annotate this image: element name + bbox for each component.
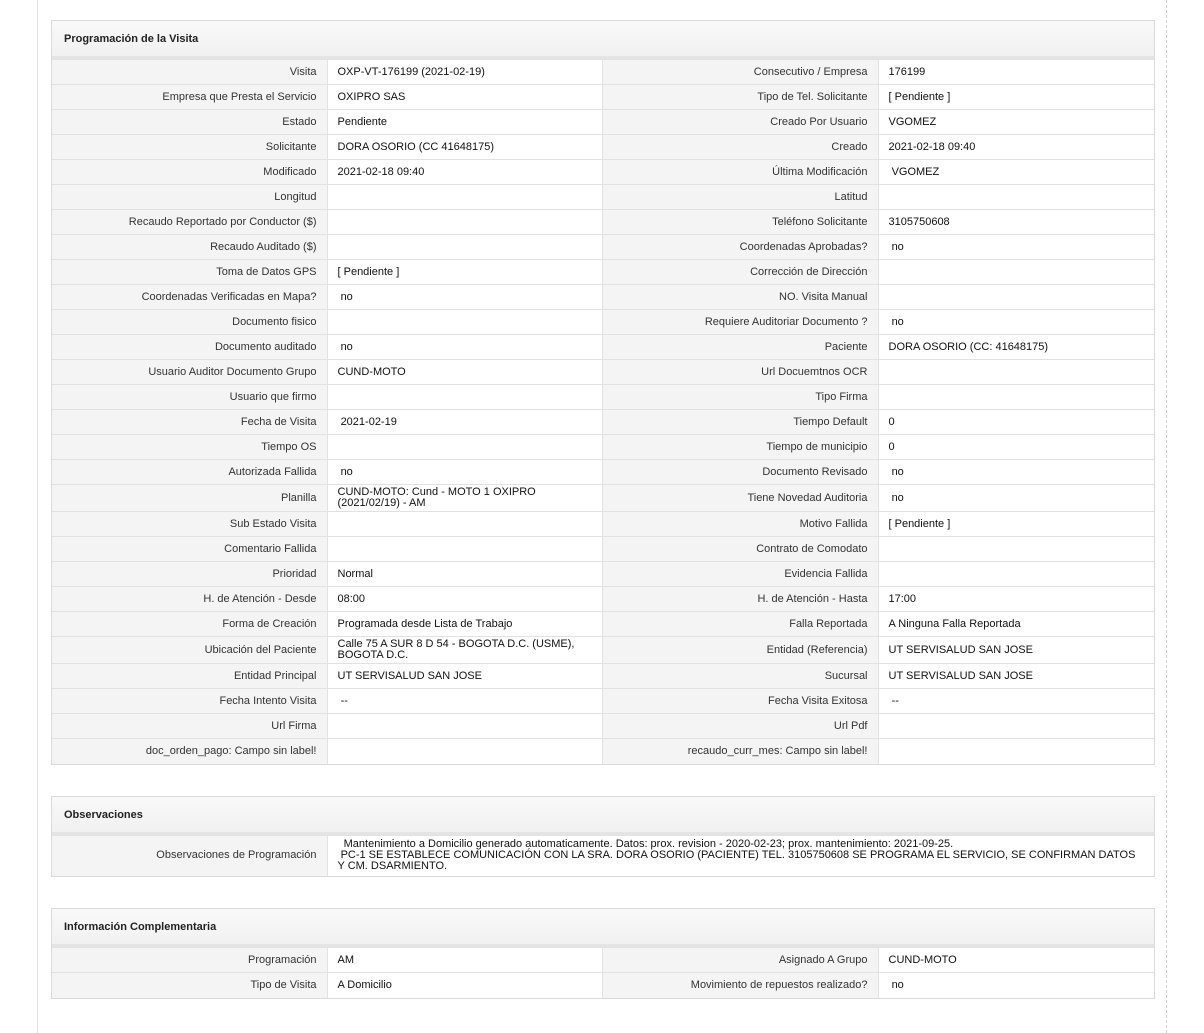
field-label: Prioridad bbox=[52, 562, 327, 587]
table-row bbox=[52, 85, 1154, 110]
field-label: doc_orden_pago: Campo sin label! bbox=[52, 739, 327, 764]
section-observaciones bbox=[51, 796, 1155, 877]
field-label: Entidad (Referencia) bbox=[602, 637, 878, 664]
field-value: OXP-VT-176199 (2021-02-19) bbox=[327, 60, 602, 85]
field-value bbox=[327, 739, 602, 764]
field-value bbox=[878, 385, 1154, 410]
field-label: recaudo_curr_mes: Campo sin label! bbox=[602, 739, 878, 764]
field-value bbox=[327, 235, 602, 260]
field-label: Tiempo de municipio bbox=[602, 435, 878, 460]
field-value: [ Pendiente ] bbox=[878, 85, 1154, 110]
field-label: Ubicación del Paciente bbox=[52, 637, 327, 664]
field-value: 176199 bbox=[878, 60, 1154, 85]
field-label: Usuario que firmo bbox=[52, 385, 327, 410]
field-label: Sub Estado Visita bbox=[52, 512, 327, 537]
right-frame-border bbox=[1166, 0, 1167, 1033]
table-row bbox=[52, 512, 1154, 537]
field-label: Consecutivo / Empresa bbox=[602, 60, 878, 85]
field-label: Falla Reportada bbox=[602, 612, 878, 637]
field-value: 0 bbox=[878, 435, 1154, 460]
field-value: A Ninguna Falla Reportada bbox=[878, 612, 1154, 637]
field-label: Fecha de Visita bbox=[52, 410, 327, 435]
field-label: Recaudo Auditado ($) bbox=[52, 235, 327, 260]
field-label: Modificado bbox=[52, 160, 327, 185]
field-value bbox=[878, 260, 1154, 285]
programacion-table bbox=[52, 59, 1154, 764]
field-label: Tiene Novedad Auditoria bbox=[602, 485, 878, 512]
field-label: Forma de Creación bbox=[52, 612, 327, 637]
field-value: CUND-MOTO bbox=[327, 360, 602, 385]
table-row bbox=[52, 973, 1154, 998]
field-value bbox=[878, 185, 1154, 210]
field-value bbox=[327, 210, 602, 235]
field-label: Evidencia Fallida bbox=[602, 562, 878, 587]
field-value: [ Pendiente ] bbox=[327, 260, 602, 285]
field-value: CUND-MOTO bbox=[878, 948, 1154, 973]
field-label: NO. Visita Manual bbox=[602, 285, 878, 310]
field-label: Documento Revisado bbox=[602, 460, 878, 485]
table-row bbox=[52, 739, 1154, 764]
table-row bbox=[52, 460, 1154, 485]
table-row bbox=[52, 310, 1154, 335]
table-row bbox=[52, 537, 1154, 562]
field-label: Documento auditado bbox=[52, 335, 327, 360]
field-label: Tipo de Visita bbox=[52, 973, 327, 998]
field-value: 3105750608 bbox=[878, 210, 1154, 235]
field-value: AM bbox=[327, 948, 602, 973]
table-row bbox=[52, 335, 1154, 360]
field-label: Tipo de Tel. Solicitante bbox=[602, 85, 878, 110]
field-label: Estado bbox=[52, 110, 327, 135]
field-label: Toma de Datos GPS bbox=[52, 260, 327, 285]
field-label: Latitud bbox=[602, 185, 878, 210]
field-value bbox=[878, 739, 1154, 764]
field-label: Url Docuemtnos OCR bbox=[602, 360, 878, 385]
section-programacion bbox=[51, 20, 1155, 765]
field-value bbox=[878, 714, 1154, 739]
field-value: 2021-02-18 09:40 bbox=[878, 135, 1154, 160]
section-complementaria bbox=[51, 908, 1155, 999]
field-value: VGOMEZ bbox=[878, 160, 1154, 185]
field-label: Tipo Firma bbox=[602, 385, 878, 410]
field-value: UT SERVISALUD SAN JOSE bbox=[878, 637, 1154, 664]
field-label: Visita bbox=[52, 60, 327, 85]
field-label: Paciente bbox=[602, 335, 878, 360]
field-label: Asignado A Grupo bbox=[602, 948, 878, 973]
field-label: Corrección de Dirección bbox=[602, 260, 878, 285]
field-label: Planilla bbox=[52, 485, 327, 512]
field-value bbox=[327, 385, 602, 410]
table-row bbox=[52, 235, 1154, 260]
field-label: H. de Atención - Hasta bbox=[602, 587, 878, 612]
field-value: Programada desde Lista de Trabajo bbox=[327, 612, 602, 637]
table-row bbox=[52, 637, 1154, 664]
field-label: H. de Atención - Desde bbox=[52, 587, 327, 612]
field-label: Movimiento de repuestos realizado? bbox=[602, 973, 878, 998]
field-value: 2021-02-19 bbox=[327, 410, 602, 435]
observaciones-value bbox=[327, 836, 1154, 876]
table-row bbox=[52, 435, 1154, 460]
field-value bbox=[327, 435, 602, 460]
field-value bbox=[327, 310, 602, 335]
table-row bbox=[52, 948, 1154, 973]
field-value: Normal bbox=[327, 562, 602, 587]
field-value: 08:00 bbox=[327, 587, 602, 612]
field-label: Coordenadas Verificadas en Mapa? bbox=[52, 285, 327, 310]
field-value bbox=[878, 285, 1154, 310]
field-value: A Domicilio bbox=[327, 973, 602, 998]
table-row bbox=[52, 60, 1154, 85]
field-value: no bbox=[327, 285, 602, 310]
table-row bbox=[52, 360, 1154, 385]
field-value: UT SERVISALUD SAN JOSE bbox=[327, 664, 602, 689]
field-label: Teléfono Solicitante bbox=[602, 210, 878, 235]
table-row bbox=[52, 612, 1154, 637]
table-row bbox=[52, 836, 1154, 876]
field-value: 2021-02-18 09:40 bbox=[327, 160, 602, 185]
field-label: Entidad Principal bbox=[52, 664, 327, 689]
field-label: Empresa que Presta el Servicio bbox=[52, 85, 327, 110]
field-value: 0 bbox=[878, 410, 1154, 435]
field-value bbox=[878, 562, 1154, 587]
table-row bbox=[52, 385, 1154, 410]
field-value bbox=[878, 360, 1154, 385]
field-value bbox=[327, 512, 602, 537]
field-label: Fecha Intento Visita bbox=[52, 689, 327, 714]
field-value: -- bbox=[327, 689, 602, 714]
table-row bbox=[52, 587, 1154, 612]
field-value: no bbox=[327, 335, 602, 360]
field-value: VGOMEZ bbox=[878, 110, 1154, 135]
field-value: CUND-MOTO: Cund - MOTO 1 OXIPRO (2021/02/19) - AM bbox=[327, 485, 602, 512]
left-frame-border bbox=[37, 0, 38, 1033]
field-label: Recaudo Reportado por Conductor ($) bbox=[52, 210, 327, 235]
table-row bbox=[52, 185, 1154, 210]
table-row bbox=[52, 135, 1154, 160]
field-value bbox=[327, 714, 602, 739]
field-label: Coordenadas Aprobadas? bbox=[602, 235, 878, 260]
table-row bbox=[52, 110, 1154, 135]
field-label: Comentario Fallida bbox=[52, 537, 327, 562]
field-value: UT SERVISALUD SAN JOSE bbox=[878, 664, 1154, 689]
field-value: Pendiente bbox=[327, 110, 602, 135]
field-value: Calle 75 A SUR 8 D 54 - BOGOTA D.C. (USME), BOGOTA D.C. bbox=[327, 637, 602, 664]
table-row bbox=[52, 260, 1154, 285]
table-row bbox=[52, 285, 1154, 310]
field-label: Url Pdf bbox=[602, 714, 878, 739]
field-value: no bbox=[878, 485, 1154, 512]
table-row bbox=[52, 714, 1154, 739]
table-row bbox=[52, 689, 1154, 714]
section-title: Información Complementaria bbox=[52, 909, 1154, 947]
section-title: Programación de la Visita bbox=[52, 21, 1154, 59]
field-value: no bbox=[878, 973, 1154, 998]
field-value bbox=[327, 537, 602, 562]
field-label: Requiere Auditoriar Documento ? bbox=[602, 310, 878, 335]
table-row bbox=[52, 160, 1154, 185]
complementaria-table bbox=[52, 947, 1154, 998]
field-label: Sucursal bbox=[602, 664, 878, 689]
field-label: Contrato de Comodato bbox=[602, 537, 878, 562]
field-label: Url Firma bbox=[52, 714, 327, 739]
field-value: DORA OSORIO (CC: 41648175) bbox=[878, 335, 1154, 360]
observaciones-table bbox=[52, 835, 1154, 876]
table-row bbox=[52, 210, 1154, 235]
section-title: Observaciones bbox=[52, 797, 1154, 835]
field-label: Creado Por Usuario bbox=[602, 110, 878, 135]
field-value: no bbox=[327, 460, 602, 485]
table-row bbox=[52, 410, 1154, 435]
field-label: Tiempo OS bbox=[52, 435, 327, 460]
table-row bbox=[52, 485, 1154, 512]
field-value: no bbox=[878, 310, 1154, 335]
observaciones-line: PC-1 SE ESTABLECE COMUNICACIÓN CON LA SRA. DORA OSORIO (PACIENTE) TEL. 3105750608 SE PROGRAMA EL SERVICIO, SE CONFIRMAN DATOS Y CM. DSARMIENTO. bbox=[337, 849, 1139, 873]
field-label: Solicitante bbox=[52, 135, 327, 160]
field-value bbox=[327, 185, 602, 210]
table-row bbox=[52, 664, 1154, 689]
field-label: Tiempo Default bbox=[602, 410, 878, 435]
field-label: Última Modificación bbox=[602, 160, 878, 185]
field-value: DORA OSORIO (CC 41648175) bbox=[327, 135, 602, 160]
field-label: Creado bbox=[602, 135, 878, 160]
field-label: Longitud bbox=[52, 185, 327, 210]
observaciones-line: Mantenimiento a Domicilio generado automaticamente. Datos: prox. revision - 2020-02-23; prox. mantenimiento: 2021-09-25. bbox=[337, 838, 954, 851]
field-label: Documento fisico bbox=[52, 310, 327, 335]
table-row bbox=[52, 562, 1154, 587]
field-value: 17:00 bbox=[878, 587, 1154, 612]
field-label: Autorizada Fallida bbox=[52, 460, 327, 485]
field-label: Observaciones de Programación bbox=[52, 836, 327, 876]
field-value: OXIPRO SAS bbox=[327, 85, 602, 110]
field-label: Fecha Visita Exitosa bbox=[602, 689, 878, 714]
field-label: Usuario Auditor Documento Grupo bbox=[52, 360, 327, 385]
field-value: -- bbox=[878, 689, 1154, 714]
field-value: no bbox=[878, 235, 1154, 260]
field-value: [ Pendiente ] bbox=[878, 512, 1154, 537]
field-value: no bbox=[878, 460, 1154, 485]
field-value bbox=[878, 537, 1154, 562]
field-label: Motivo Fallida bbox=[602, 512, 878, 537]
field-label: Programación bbox=[52, 948, 327, 973]
